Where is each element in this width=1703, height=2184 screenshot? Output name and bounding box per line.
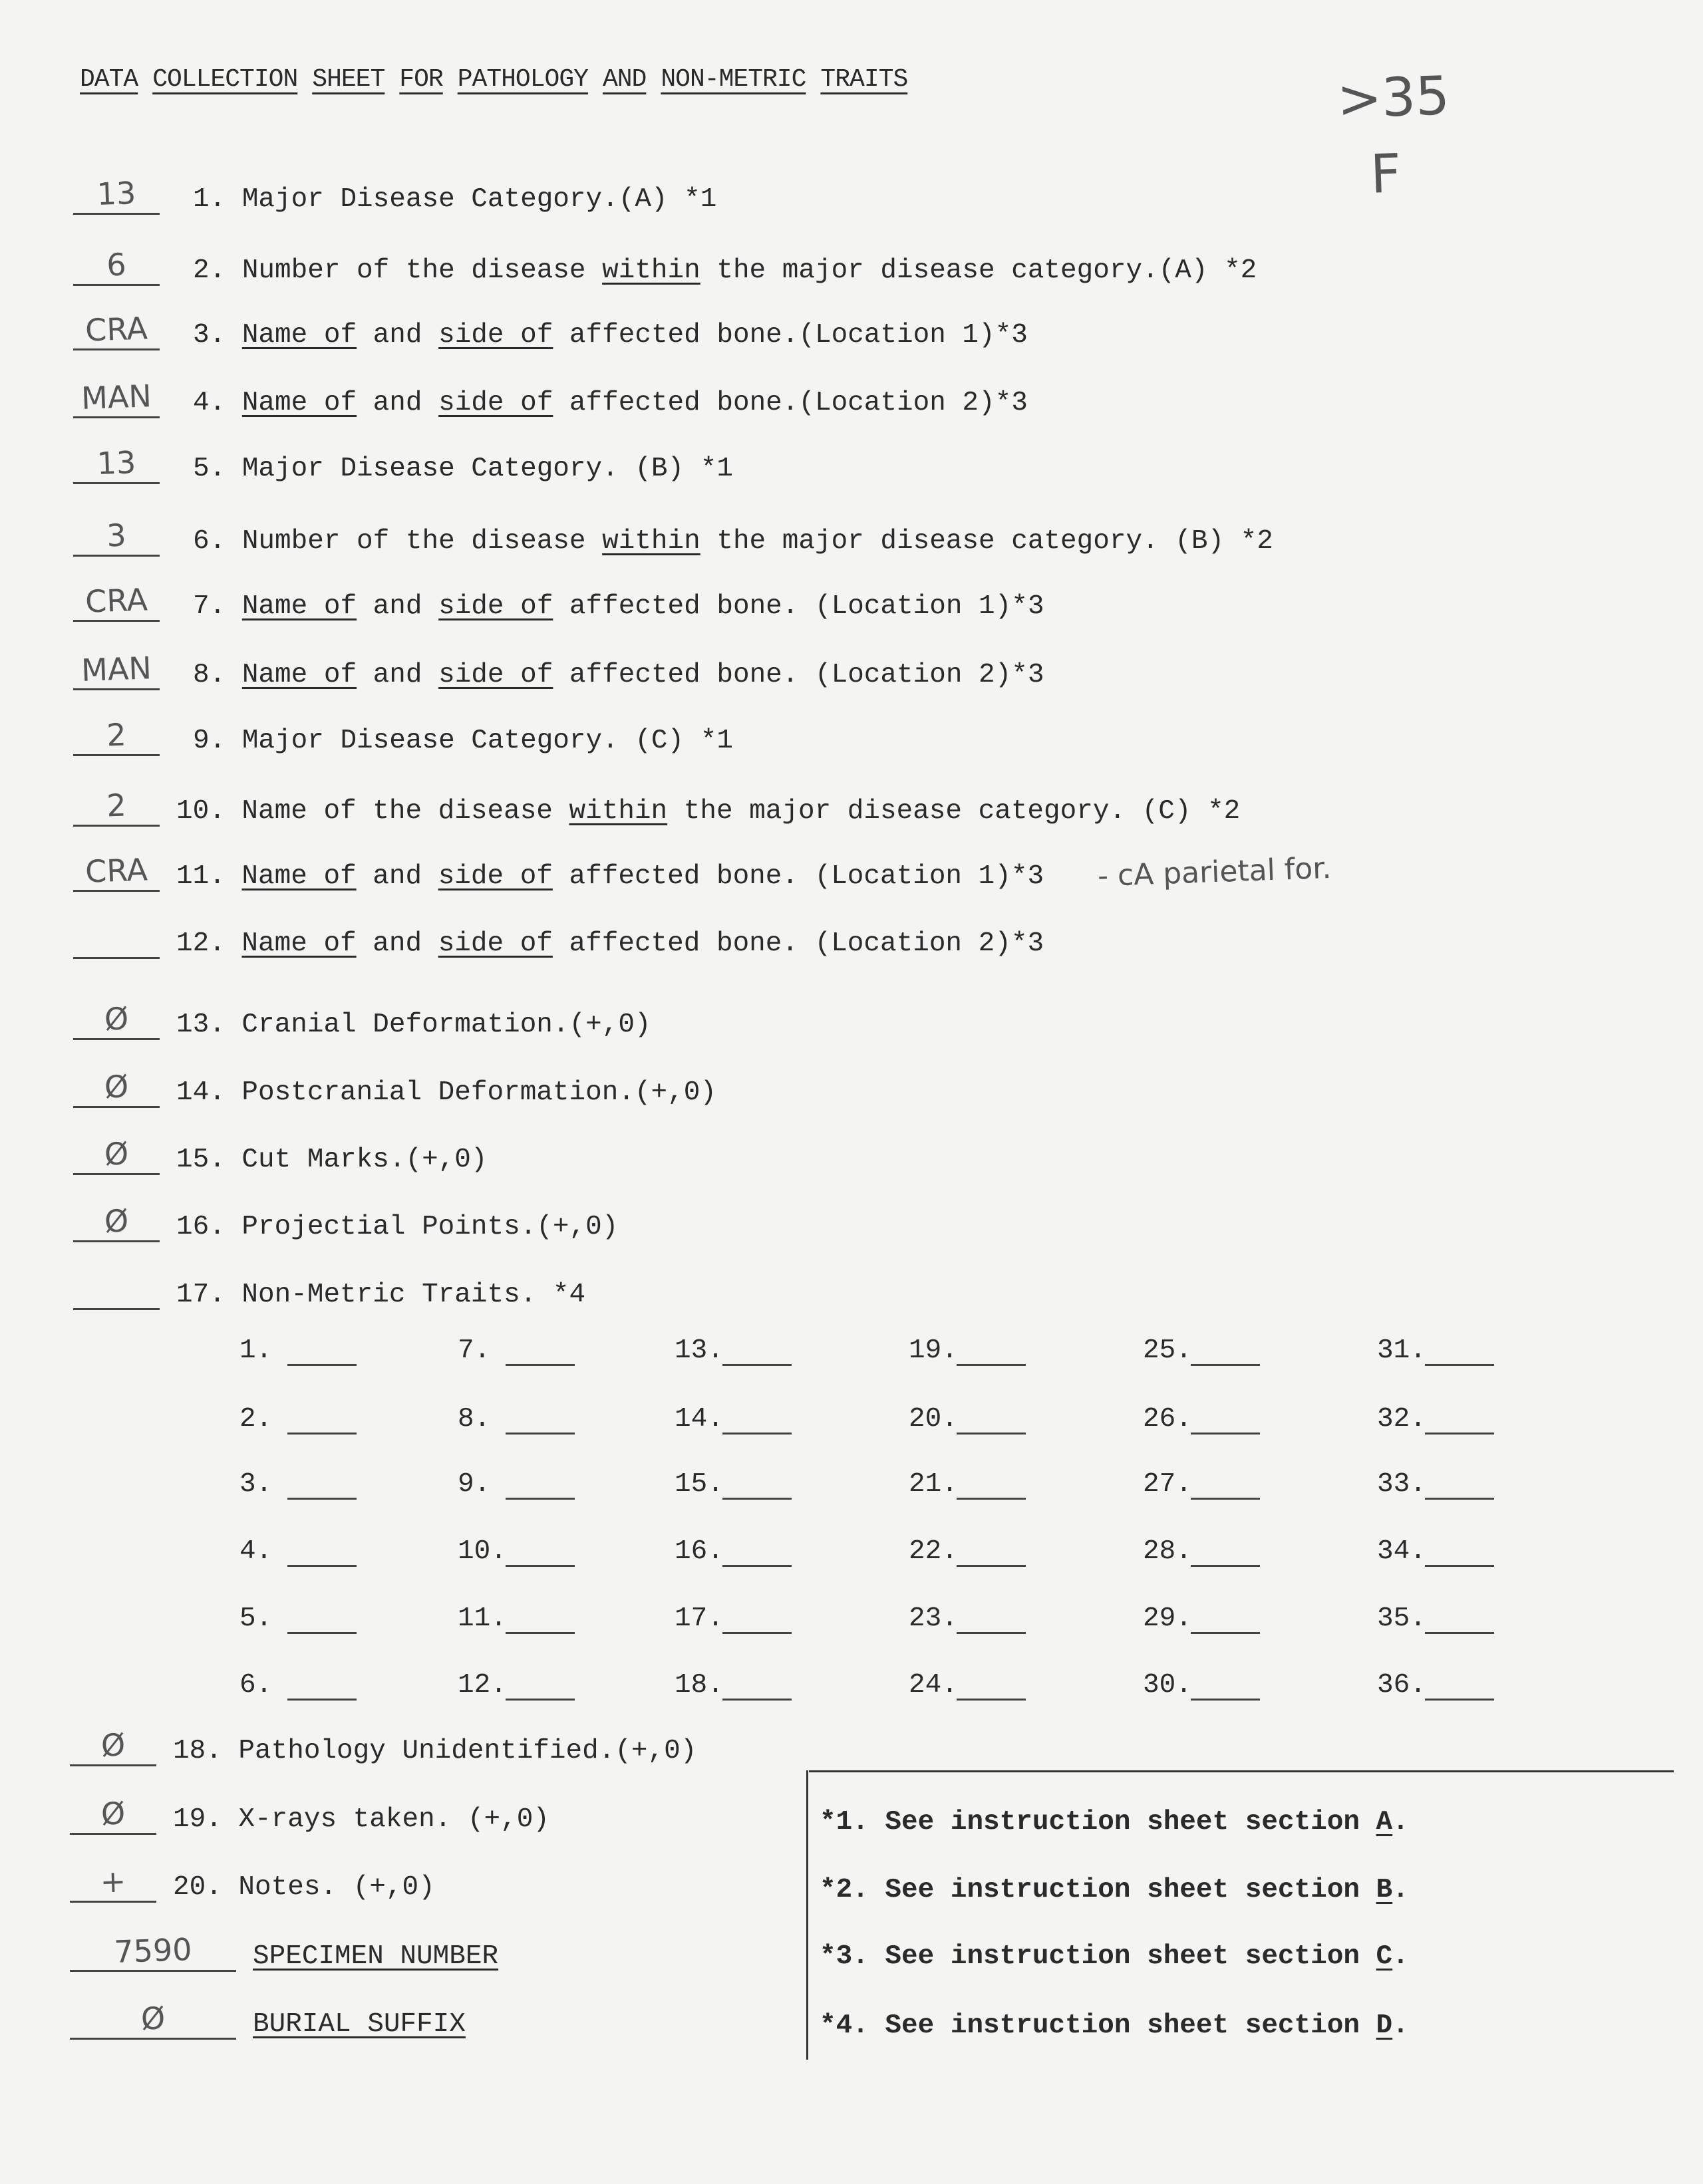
form-item [173, 1871, 435, 1903]
handwritten-answer: 7590 [113, 1931, 193, 1971]
footnote-section: C [1376, 1941, 1393, 1972]
trait-blank [1425, 1565, 1494, 1567]
handwritten-answer: 3 [106, 517, 127, 554]
item-text: Name of the disease [241, 796, 569, 827]
footnote-end: . [1392, 1807, 1409, 1838]
handwritten-answer: MAN [80, 650, 152, 688]
trait-blank [957, 1632, 1026, 1634]
answer-blank [73, 1106, 160, 1108]
answer-blank [73, 213, 160, 215]
item-number: 12. [176, 928, 226, 959]
handwritten-answer: CRA [84, 581, 148, 620]
item-number: 9. [193, 726, 226, 756]
item-number: 1. [193, 184, 226, 215]
trait-blank [1191, 1699, 1260, 1701]
item-number: 5. [193, 454, 226, 484]
item-number: 2. [193, 255, 226, 286]
item-text: Name of [241, 928, 357, 959]
title-word: NON-METRIC [661, 65, 806, 94]
trait-number: 9. [458, 1469, 491, 1500]
item-number: 3. [193, 320, 226, 350]
footnote-box-left-rule [806, 1770, 808, 2060]
item-text: Number of the disease [241, 526, 603, 557]
trait-number: 5. [239, 1603, 273, 1634]
item-text: X-rays taken. (+,0) [238, 1804, 549, 1835]
handwritten-answer: Ø [100, 1795, 126, 1832]
trait-blank [506, 1632, 575, 1634]
handwritten-answer: 6 [106, 246, 127, 283]
trait-number: 18. [675, 1670, 724, 1701]
item-text: SPECIMEN NUMBER [253, 1941, 499, 1972]
form-item [193, 591, 1044, 622]
answer-blank [73, 416, 160, 418]
item-text: and [357, 660, 439, 690]
answer-blank [70, 1901, 156, 1903]
form-item [176, 861, 1044, 892]
item-text: Name of [241, 591, 357, 622]
trait-number: 2. [239, 1404, 273, 1434]
handwritten-answer: Ø [140, 2000, 166, 2037]
item-number: 8. [193, 660, 226, 690]
item-text: Major Disease Category.(A) *1 [241, 184, 717, 215]
trait-number: 33. [1377, 1469, 1426, 1500]
trait-number: 14. [675, 1404, 724, 1434]
item-number: 6. [193, 526, 226, 557]
item-text: Number of the disease [241, 255, 603, 286]
form-item [176, 1077, 716, 1109]
item-text: Non-Metric Traits. *4 [241, 1280, 586, 1310]
item-text: side of [438, 388, 553, 418]
item-text: Name of [241, 388, 357, 418]
form-item [193, 525, 1273, 557]
item-text: the major disease category. (C) *2 [667, 796, 1241, 827]
trait-number: 17. [675, 1603, 724, 1634]
item-text: Postcranial Deformation.(+,0) [241, 1077, 716, 1108]
footnote-section: D [1376, 2010, 1393, 2041]
item-number: 19. [173, 1804, 222, 1835]
footnote [820, 1806, 1409, 1838]
trait-blank [287, 1699, 357, 1701]
form-item [193, 659, 1044, 691]
item-text: Projectial Points.(+,0) [241, 1212, 619, 1242]
title-word: FOR [399, 65, 443, 94]
answer-blank [73, 1240, 160, 1242]
item-text: Name of [241, 861, 357, 892]
handwritten-answer: 13 [96, 444, 137, 482]
item-text: Cut Marks.(+,0) [241, 1145, 488, 1175]
handwritten-sex: F [1369, 142, 1402, 205]
trait-blank [722, 1632, 792, 1634]
item-text: Pathology Unidentified.(+,0) [238, 1736, 697, 1766]
title-word: PATHOLOGY [457, 65, 588, 94]
item-number: 4. [193, 388, 226, 418]
answer-blank [73, 555, 160, 557]
title-word: COLLECTION [152, 65, 298, 94]
form-item [176, 1144, 487, 1176]
trait-number: 20. [909, 1404, 958, 1434]
item-number: 14. [176, 1077, 226, 1108]
handwritten-answer: 2 [106, 787, 127, 824]
item-text: side of [438, 660, 553, 690]
item-text: Name of [241, 320, 357, 350]
trait-blank [722, 1699, 792, 1701]
item-text: affected bone.(Location 2)*3 [553, 388, 1028, 418]
answer-blank [73, 1173, 160, 1175]
item-text: and [357, 388, 439, 418]
trait-number: 15. [675, 1469, 724, 1500]
item-text: Major Disease Category. (B) *1 [241, 454, 733, 484]
item-number: 17. [176, 1280, 226, 1310]
trait-number: 10. [458, 1536, 507, 1567]
form-item [253, 2008, 466, 2040]
form-item [176, 1279, 585, 1311]
item-text: affected bone. (Location 2)*3 [553, 660, 1044, 690]
answer-blank [73, 754, 160, 756]
trait-blank [1191, 1632, 1260, 1634]
trait-number: 30. [1143, 1670, 1192, 1701]
item-text: affected bone. (Location 1)*3 [552, 861, 1044, 892]
footnote-box-top-rule [809, 1770, 1674, 1772]
trait-blank [287, 1632, 357, 1634]
trait-blank [1425, 1498, 1494, 1500]
answer-blank [73, 957, 160, 959]
form-item [193, 453, 733, 485]
answer-blank [73, 688, 160, 690]
item-text: Notes. (+,0) [238, 1872, 435, 1903]
form-item [193, 184, 716, 215]
form-item [176, 1211, 618, 1243]
trait-blank [506, 1565, 575, 1567]
footnote-end: . [1392, 1875, 1409, 1905]
trait-blank [287, 1565, 357, 1567]
answer-blank [73, 1308, 160, 1310]
trait-blank [957, 1364, 1026, 1366]
answer-blank [73, 1038, 160, 1040]
trait-blank [957, 1699, 1026, 1701]
item-text: side of [438, 591, 553, 622]
trait-number: 8. [458, 1404, 491, 1434]
form-item [173, 1735, 697, 1767]
footnote-mark: *1. [820, 1807, 869, 1838]
trait-number: 36. [1377, 1670, 1426, 1701]
trait-number: 6. [239, 1670, 273, 1701]
handwritten-answer: Ø [103, 1000, 130, 1037]
answer-blank [73, 482, 160, 484]
form-item [253, 1941, 498, 1973]
trait-blank [722, 1364, 792, 1366]
answer-blank [70, 1833, 156, 1835]
title-word: DATA [80, 65, 138, 94]
item-number: 11. [176, 861, 226, 892]
footnote-end: . [1392, 1941, 1409, 1972]
handwritten-answer: MAN [80, 378, 152, 416]
item-text: affected bone. (Location 1)*3 [553, 591, 1044, 622]
title-word: AND [602, 65, 647, 94]
form-item [176, 795, 1240, 827]
trait-number: 4. [239, 1536, 273, 1567]
item-text: Cranial Deformation.(+,0) [241, 1010, 651, 1040]
answer-blank [70, 1764, 156, 1766]
trait-blank [506, 1433, 575, 1434]
trait-number: 22. [909, 1536, 958, 1567]
trait-number: 29. [1143, 1603, 1192, 1634]
item-text: BURIAL SUFFIX [253, 2009, 466, 2040]
handwritten-answer: Ø [103, 1068, 130, 1105]
handwritten-answer: Ø [100, 1726, 126, 1764]
answer-blank [73, 284, 160, 286]
answer-blank [73, 620, 160, 622]
item-text: the major disease category.(A) *2 [700, 255, 1257, 286]
handwritten-answer: CRA [84, 310, 148, 348]
trait-blank [506, 1498, 575, 1500]
trait-blank [1191, 1498, 1260, 1500]
handwritten-answer: 13 [96, 174, 137, 213]
trait-number: 34. [1377, 1536, 1426, 1567]
trait-blank [1425, 1632, 1494, 1634]
trait-blank [506, 1364, 575, 1366]
footnote [820, 2010, 1409, 2042]
item-number: 16. [176, 1212, 226, 1242]
trait-blank [287, 1364, 357, 1366]
form-item [193, 387, 1028, 419]
trait-number: 27. [1143, 1469, 1192, 1500]
trait-number: 26. [1143, 1404, 1192, 1434]
item-text: Major Disease Category. (C) *1 [241, 726, 733, 756]
answer-blank [73, 348, 160, 350]
trait-blank [722, 1565, 792, 1567]
trait-number: 19. [909, 1335, 958, 1366]
item-number: 18. [173, 1736, 222, 1766]
form-item [193, 255, 1257, 287]
item-text: and [357, 591, 439, 622]
trait-blank [957, 1433, 1026, 1434]
trait-blank [957, 1498, 1026, 1500]
trait-number: 21. [909, 1469, 958, 1500]
trait-number: 32. [1377, 1404, 1426, 1434]
trait-number: 12. [458, 1670, 507, 1701]
form-item [193, 725, 733, 757]
trait-number: 7. [458, 1335, 491, 1366]
item-text: side of [438, 861, 553, 892]
trait-blank [1191, 1565, 1260, 1567]
footnote [820, 1941, 1409, 1973]
trait-blank [1191, 1364, 1260, 1366]
handwritten-answer: 2 [106, 716, 127, 753]
trait-number: 3. [239, 1469, 273, 1500]
item-number: 15. [176, 1145, 226, 1175]
footnote-text: See instruction sheet section [885, 1875, 1376, 1905]
item-number: 7. [193, 591, 226, 622]
title-word: TRAITS [820, 65, 908, 94]
footnote-mark: *2. [820, 1875, 869, 1905]
footnote [820, 1874, 1409, 1906]
item-text: side of [438, 320, 553, 350]
footnote-section: A [1376, 1807, 1393, 1838]
footnote-mark: *4. [820, 2010, 869, 2041]
item-number: 13. [176, 1010, 226, 1040]
handwritten-answer: CRA [84, 851, 148, 890]
trait-number: 25. [1143, 1335, 1192, 1366]
form-item [176, 928, 1044, 960]
trait-blank [506, 1699, 575, 1701]
trait-blank [287, 1433, 357, 1434]
handwritten-answer [73, 918, 160, 922]
handwritten-note: - cA parietal for. [1097, 851, 1332, 894]
item-text: within [602, 255, 700, 286]
handwritten-answer: Ø [103, 1202, 130, 1240]
form-item [193, 319, 1028, 351]
handwritten-answer [73, 1270, 160, 1273]
trait-number: 23. [909, 1603, 958, 1634]
trait-blank [1191, 1433, 1260, 1434]
footnote-text: See instruction sheet section [885, 2010, 1376, 2041]
handwritten-answer: + [99, 1863, 127, 1900]
item-text: affected bone.(Location 1)*3 [553, 320, 1028, 350]
trait-number: 16. [675, 1536, 724, 1567]
item-text: and [356, 928, 438, 959]
trait-number: 1. [239, 1335, 273, 1366]
footnote-text: See instruction sheet section [885, 1807, 1376, 1838]
trait-number: 11. [458, 1603, 507, 1634]
item-text: Name of [241, 660, 357, 690]
trait-blank [957, 1565, 1026, 1567]
answer-blank [73, 890, 160, 892]
item-text: side of [438, 928, 553, 959]
footnote-text: See instruction sheet section [885, 1941, 1376, 1972]
trait-blank [1425, 1433, 1494, 1434]
item-number: 10. [176, 796, 226, 827]
trait-number: 13. [675, 1335, 724, 1366]
trait-number: 28. [1143, 1536, 1192, 1567]
item-text: affected bone. (Location 2)*3 [552, 928, 1044, 959]
trait-blank [287, 1498, 357, 1500]
form-item [173, 1804, 549, 1836]
handwritten-age: >35 [1336, 65, 1451, 130]
footnote-mark: *3. [820, 1941, 869, 1972]
item-text: the major disease category. (B) *2 [700, 526, 1273, 557]
footnote-section: B [1376, 1875, 1393, 1905]
page-title [80, 65, 922, 94]
item-number: 20. [173, 1872, 222, 1903]
trait-blank [722, 1498, 792, 1500]
item-text: and [357, 320, 439, 350]
trait-number: 24. [909, 1670, 958, 1701]
answer-blank [73, 825, 160, 827]
item-text: within [602, 526, 700, 557]
trait-number: 31. [1377, 1335, 1426, 1366]
title-word: SHEET [312, 65, 385, 94]
item-text: and [356, 861, 438, 892]
handwritten-answer: Ø [103, 1135, 130, 1172]
trait-blank [1425, 1364, 1494, 1366]
trait-number: 35. [1377, 1603, 1426, 1634]
form-item [176, 1009, 651, 1041]
item-text: within [569, 796, 668, 827]
footnote-end: . [1392, 2010, 1409, 2041]
trait-blank [722, 1433, 792, 1434]
trait-blank [1425, 1699, 1494, 1701]
